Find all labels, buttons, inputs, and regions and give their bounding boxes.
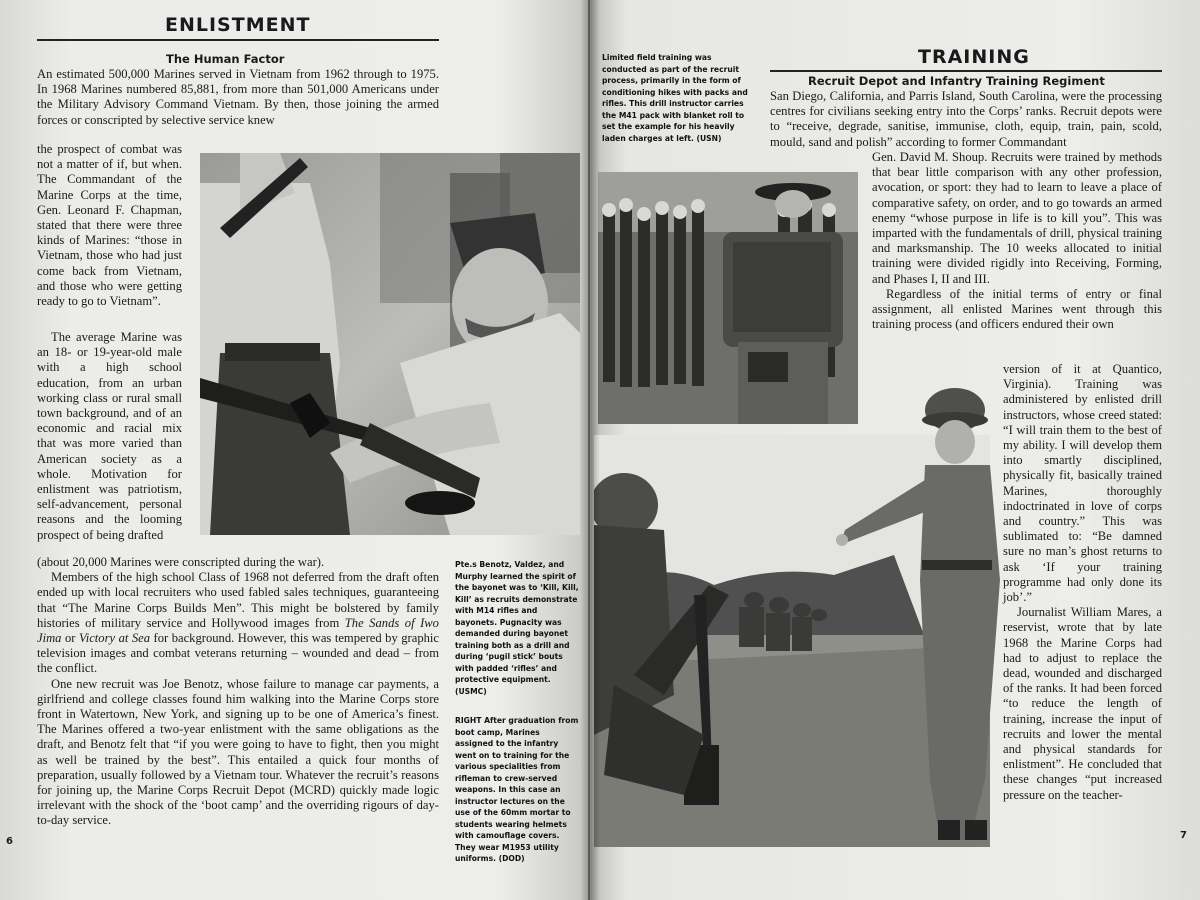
enlisted-paragraph-a: Regardless of the initial terms of entry or final assignment, all enlisted Marines went through this training process (and officers endured their own <box>872 286 1162 332</box>
p3-post: for background. However, this was tempered by graphic television images and combat veterans returning – wounded and dead – from the conflict. <box>37 631 439 676</box>
left-intro-text <box>37 67 439 128</box>
left-header-rule <box>37 39 439 41</box>
left-column-1 <box>37 142 182 309</box>
class-of-1968-paragraph <box>37 570 439 676</box>
caption-bayonet-visible: Pte.s Benotz, Valdez, and Murphy learned the spirit of the bayonet was to ‘Kill, Kill, Kill’ as recruits demonstrate with M14 rifles and bayonets. Pugnacity was demanded during bayonet training both as a drill and during ‘pugil stick’ bouts with padded ‘rifles’ and protective equipment. (USMC) <box>455 560 579 696</box>
left-page-number: 6 <box>6 836 13 847</box>
depot-paragraph-a: San Diego, California, and Parris Island, South Carolina, were the processing centres for civilians seeking entry into the Corps’ ranks. Recruit depots were to “receive, degrade, sanitise, immunise, cloth, equip, train, pain, scold, mould, sand and polish” according to former Commandant <box>770 89 1162 149</box>
right-page-header: TRAINING <box>918 46 1030 68</box>
enlisted-paragraph-b: version of it at Quantico, Virginia). Training was administered by enlisted drill instructors, whose creed stated: “I will train them to the best of my ability. I will develop them into smartly disciplined, physically fit, basically trained Marines, thoroughly indoctrinated in love of corps and country.” This was sublimated to: “Be damned sure no man’s ghost returns to ask ‘If your training programme had only done its job’.” <box>1003 362 1162 605</box>
instructor-figure <box>830 380 1005 850</box>
right-narrow-column <box>1003 362 1162 803</box>
drafted-tail: (about 20,000 Marines were conscripted during the war). <box>37 555 325 569</box>
depot-paragraph-b: Gen. David M. Shoup. Recruits were trained by methods that bear little comparison with any other profession, avocation, or sport: they had to learn to leave a place of comparative safety, on order, and to go towards an armed enemy “whose purpose in life is to kill you”. This was imparted with the fundamentals of drill, physical training and marksmanship. The 10 weeks allocated to initial training were divided rigidly into Receiving, Forming, and Phases I, II and III. <box>872 150 1162 286</box>
film-title-victory-at-sea: Victory at Sea <box>78 631 151 646</box>
hike-photo-art <box>598 172 858 424</box>
caption-mortar: RIGHT After graduation from boot camp, Marines assigned to the infantry went on to training for the various specialities from rifleman to crew-served weapons. In this case an instructor lectures on the use of the 60mm mortar to students wearing helmets with camouflage covers. They wear M1953 utility uniforms. (DOD) <box>455 716 579 863</box>
book-gutter <box>580 0 600 900</box>
right-header-rule <box>770 70 1162 72</box>
p3-or: or <box>61 631 79 646</box>
film-title-iwo-jima: The Sands of Iwo Jima <box>37 615 439 646</box>
p3-pre: Members of the high school Class of 1968 not deferred from the draft often ended up with local recruiters who used fabled sales techniques, guaranteeing that “The Marine Corps Builds Men”. This might be bolstered by family histories of military service and Hollywood images from <box>37 570 439 630</box>
bayonet-photo-art <box>200 153 580 535</box>
chapman-paragraph: the prospect of combat was not a matter of if, but when. The Commandant of the Marine Corps at the time, Gen. Leonard F. Chapman, stated that there were three kinds of Marines: “those in Vietnam, those who had just come back from Vietnam, and those who were getting ready to go to Vietnam”. <box>37 142 182 309</box>
left-column-2 <box>37 330 182 543</box>
left-subhead: The Human Factor <box>166 52 285 66</box>
left-lower-text <box>37 555 439 829</box>
right-p1-column <box>872 150 1162 332</box>
caption-hike: Limited field training was conducted as part of the recruit process, primarily in the form of conditioning hikes with packs and rifles. This drill instructor carries the M41 pack with blanket roll to set the example for his heavily laden charges at left. (USN) <box>602 53 748 143</box>
drill-instructor-hike-photo <box>598 172 858 424</box>
mares-paragraph: Journalist William Mares, a reservist, wrote that by late 1968 the Marine Corps had had to adjust to replace the dead, wounded and discharged of the ranks. It had been forced “to reduce the length of training, increase the input of recruits and lower the mental and physical standards for enlistment”. He concluded that these changes “put increased pressure on the teacher- <box>1003 605 1162 802</box>
benotz-paragraph: One new recruit was Joe Benotz, whose failure to manage car payments, a girlfriend and college classes found him walking into the Marine Corps store front in Watertown, New York, and signing up to be one of America’s finest. The Marines offered a two-year enlistment with the same obligations as the draft, and Benotz felt that “if you were going to have to fight, then you might as well be trained by the best”. This entailed a quick four months of preparation, usually followed by a Vietnam tour. Whatever the recruit’s reasons for joining up, the Marine Corps Recruit Depot (MCRD) quickly made logic irrelevant with the shock of the ‘boot camp’ and the overriding rigours of day-to-day service. <box>37 676 439 828</box>
right-p1-full <box>770 89 1162 150</box>
right-subhead: Recruit Depot and Infantry Training Regiment <box>808 74 1105 88</box>
left-page-header: ENLISTMENT <box>165 14 311 36</box>
average-marine-paragraph: The average Marine was an 18- or 19-year-old male with a high school education, from an urban working class or rural small town background, and of an economic and racial mix that was more varied than American society as a whole. Motivation for enlistment was patriotism, self-advancement, personal reasons and the looming prospect of being drafted <box>37 330 182 542</box>
right-page-number: 7 <box>1180 830 1187 841</box>
instructor-art <box>830 380 1005 850</box>
intro-paragraph: An estimated 500,000 Marines served in Vietnam from 1962 through to 1975. In 1968 Marines numbered 85,881, from more than 501,000 Americans under the Military Advisory Command Vietnam. By then, those joining the armed forces or conscripted by selective service knew <box>37 67 439 127</box>
bayonet-training-photo <box>200 153 580 535</box>
